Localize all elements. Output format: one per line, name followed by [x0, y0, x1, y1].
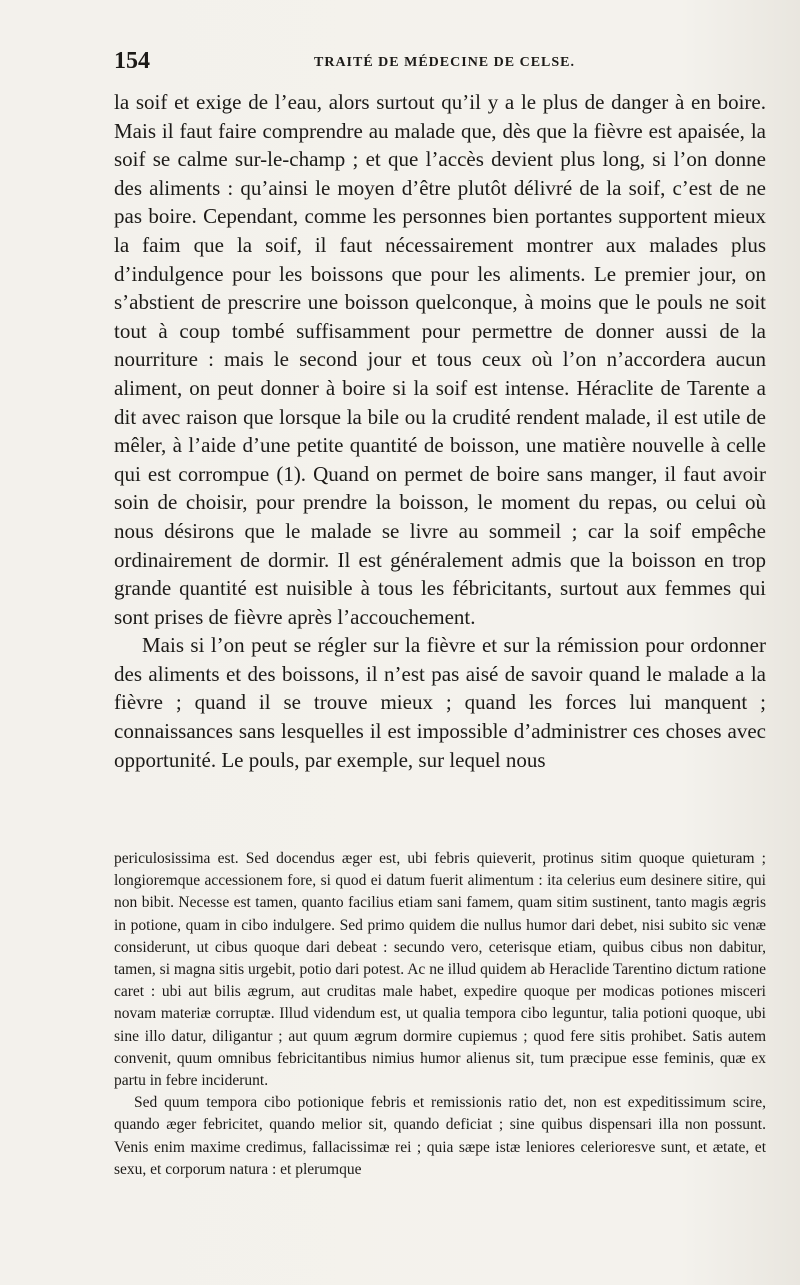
main-paragraph-2: Mais si l’on peut se régler sur la fièvre et sur la rémission pour ordonner des aliments et des boissons, il n’est pas aisé de savoir quand le malade a la fièvre ; quand il se trouve mieux ; quand les forces lui manquent ; connaissances sans lesquelles il est impossible d’administrer ces choses avec opportunité. Le pouls, par exemple, sur lequel nous [114, 633, 766, 772]
main-paragraph-1: la soif et exige de l’eau, alors surtout qu’il y a le plus de danger à en boire. Mais il faut faire comprendre au malade que, dès que la fièvre est apaisée, la soif se calme sur-le-champ ; et que l’accès devient plus long, si l’on donne des aliments : qu’ainsi le moyen d’être plutôt délivré de la soif, c’est de ne pas boire. Cependant, comme les personnes bien portantes supportent mieux la faim que la soif, il faut nécessairement montrer aux malades plus d’indulgence pour les boissons que pour les aliments. Le premier jour, on s’abstient de prescrire une boisson quelconque, à moins que le pouls ne soit tout à coup tombé suffisamment pour permettre de donner aussi de la nourriture : mais le second jour et tous ceux où l’on n’accordera aucun aliment, on peut donner à boire si la soif est intense. Héraclite de Tarente a dit avec raison que lorsque la bile ou la crudité rendent malade, il est utile de mêler, à l’aide d’une petite quantité de boisson, une matière nouvelle à celle qui est corrompue (1). Quand on permet de boire sans manger, il faut avoir soin de choisir, pour prendre la boisson, le moment du repas, ou celui où nous désirons que le malade se livre au sommeil ; car la soif empêche ordinairement de dormir. Il est généralement admis que la boisson en trop grande quantité est nuisible à tous les fébricitants, surtout aux femmes qui sont prises de fièvre après l’accouchement. [114, 90, 766, 629]
running-title: TRAITÉ DE MÉDECINE DE CELSE. [314, 55, 575, 70]
page-header [114, 48, 764, 78]
footnote-paragraph-1: periculosissima est. Sed docendus æger est, ubi febris quieverit, protinus sitim quoque quieturam ; longioremque accessionem fore, si quod ei datum fuerit alimentum : ita celerius eum desinere sitire, qui non bibit. Necesse est tamen, quanto facilius etiam sani famem, quam sitim sustinent, tanto magis ægris in potione, quam in cibo indulgere. Sed primo quidem die nullus humor dari debet, nisi subito sic venæ considerunt, ut cibus quoque dari debeat : secundo vero, ceterisque etiam, quibus cibus non dabitur, tamen, si magna sitis urgebit, potio dari potest. Ac ne illud quidem ab Heraclide Tarentino dictum ratione caret : ubi aut bilis ægrum, aut cruditas male habet, expedire quoque per modicas potiones misceri novam materiæ corruptæ. Illud videndum est, ut qualia tempora cibo leguntur, talia potioni quoque, ubi sine illo datur, diligantur ; aut quum ægrum dormire cupiemus ; quod fere sitis prohibet. Satis autem convenit, quum omnibus febricitantibus nimius humor alienus sit, tum præcipue esse feminis, quæ ex partu in febre inciderunt. [114, 850, 766, 1090]
page-number: 154 [114, 48, 150, 74]
footnote-paragraph-2: Sed quum tempora cibo potionique febris et remissionis ratio det, non est expeditissimum scire, quando æger febricitet, quando melior sit, quando deficiat ; sine quibus dispensari illa non possunt. Venis enim maxime credimus, fallacissimæ rei ; quia sæpe istæ leniores celerioresve sunt, et ætate, et sexu, et corporum natura : et plerumque [114, 1094, 766, 1178]
latin-footnote-text [114, 848, 766, 1181]
main-text [114, 88, 766, 774]
